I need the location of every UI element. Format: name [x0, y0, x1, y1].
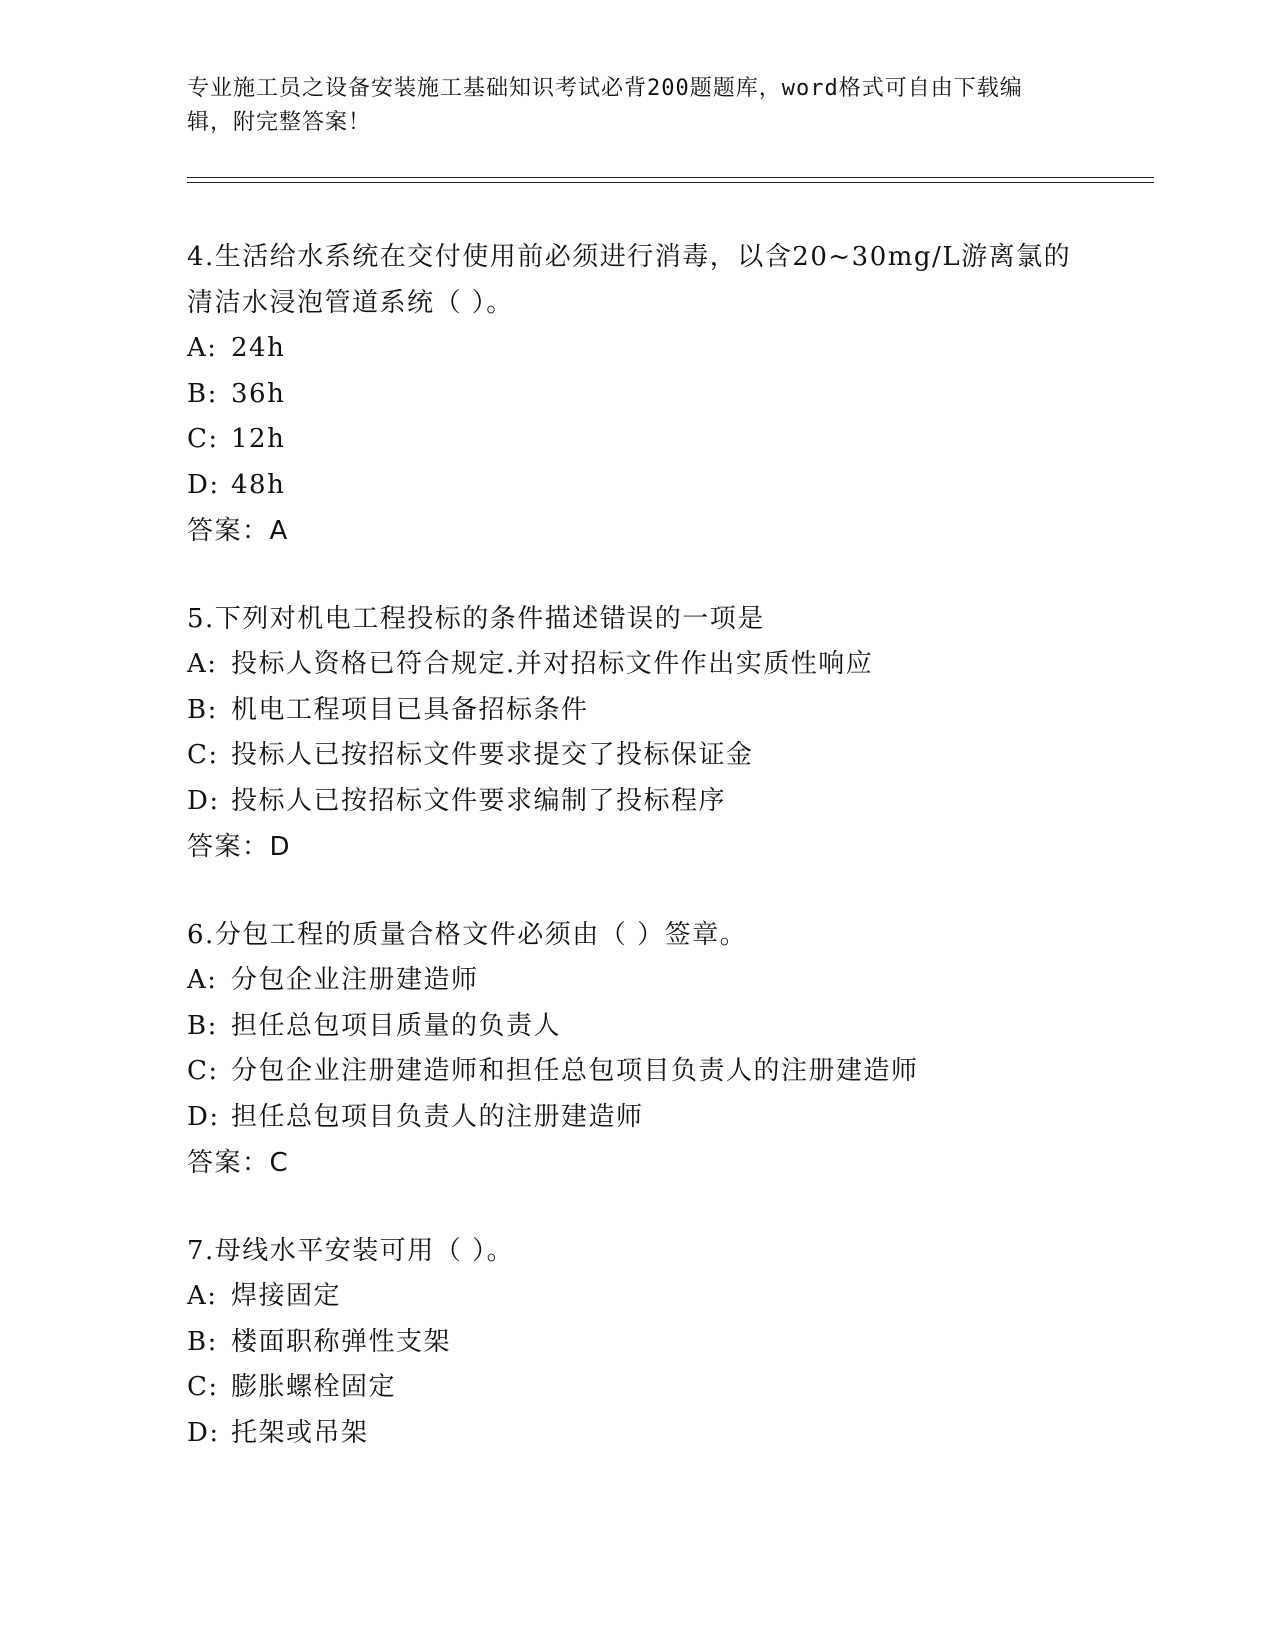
option-key: B: [187, 1010, 218, 1041]
option-text: 投标人已按招标文件要求编制了投标程序 [231, 785, 727, 816]
question-stem: 7.母线水平安装可用（ ）。 [187, 1236, 515, 1266]
option-text: 投标人资格已符合规定.并对招标文件作出实质性响应 [231, 649, 874, 679]
question-item [187, 1228, 1087, 1456]
option-text: 托架或吊架 [231, 1417, 369, 1448]
option-b [187, 372, 1087, 418]
option-key: A: [187, 1281, 218, 1311]
question-stem: 5.下列对机电工程投标的条件描述错误的一项是 [187, 604, 765, 634]
option-text: 36h [231, 378, 286, 409]
option-text: 楼面职称弹性支架 [231, 1326, 452, 1357]
option-text: 分包企业注册建造师和担任总包项目负责人的注册建造师 [231, 1056, 919, 1086]
answer-line: 答案：A [187, 516, 289, 546]
document-title: 专业施工员之设备安装施工基础知识考试必背200题题库，word格式可自由下载编辑，附完整答案！ [187, 76, 1023, 135]
option-text: 担任总包项目质量的负责人 [231, 1010, 562, 1041]
option-d [187, 1411, 1087, 1457]
option-text: 机电工程项目已具备招标条件 [231, 694, 589, 725]
option-a [187, 326, 1087, 372]
option-text: 48h [231, 469, 286, 500]
question-stem: 6.分包工程的质量合格文件必须由（ ）签章。 [187, 920, 748, 950]
option-key: C: [187, 740, 219, 770]
question-item [187, 234, 1087, 554]
option-key: A: [187, 965, 218, 995]
option-a [187, 958, 1087, 1004]
option-a [187, 1274, 1087, 1320]
question-item [187, 596, 1087, 870]
option-text: 投标人已按招标文件要求提交了投标保证金 [231, 740, 754, 770]
option-d [187, 463, 1087, 509]
option-key: A: [187, 333, 218, 363]
question-list [187, 234, 1087, 1498]
option-key: B: [187, 1326, 218, 1357]
option-d [187, 1095, 1087, 1141]
answer-line: 答案：C [187, 1148, 290, 1178]
question-item [187, 912, 1087, 1186]
option-key: C: [187, 1056, 219, 1086]
option-d [187, 779, 1087, 825]
option-text: 24h [231, 333, 286, 363]
header-divider-bottom [187, 182, 1154, 183]
option-text: 担任总包项目负责人的注册建造师 [231, 1101, 644, 1132]
option-key: D: [187, 1417, 220, 1448]
option-text: 焊接固定 [231, 1281, 342, 1311]
option-key: A: [187, 649, 218, 679]
answer-line: 答案：D [187, 832, 292, 862]
option-key: B: [187, 694, 218, 725]
option-key: C: [187, 424, 219, 454]
option-key: B: [187, 378, 218, 409]
option-key: C: [187, 1372, 219, 1402]
option-key: D: [187, 469, 220, 500]
option-text: 分包企业注册建造师 [231, 965, 479, 995]
option-b [187, 688, 1087, 734]
option-key: D: [187, 785, 220, 816]
option-c [187, 417, 1087, 463]
option-c [187, 1049, 1087, 1095]
option-text: 膨胀螺栓固定 [231, 1372, 397, 1402]
header-divider-top [187, 177, 1154, 178]
option-c [187, 733, 1087, 779]
option-b [187, 1320, 1087, 1366]
option-c [187, 1365, 1087, 1411]
option-a [187, 642, 1087, 688]
option-text: 12h [231, 424, 286, 454]
question-stem: 4.生活给水系统在交付使用前必须进行消毒，以含20~30mg/L游离氯的清洁水浸泡管道系统（ ）。 [187, 242, 1072, 318]
option-key: D: [187, 1101, 220, 1132]
option-b [187, 1004, 1087, 1050]
